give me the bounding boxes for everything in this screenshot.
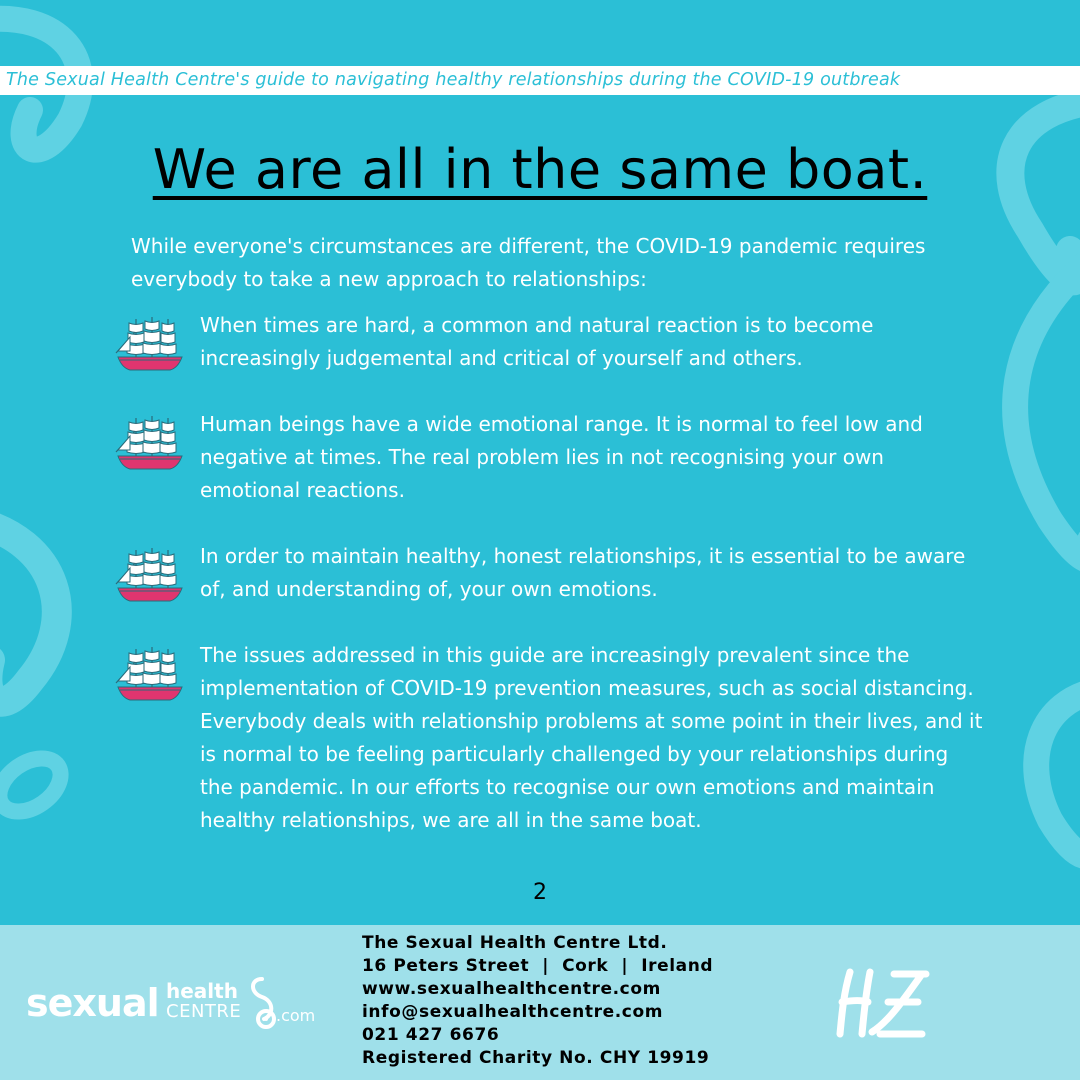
sailing-ship-icon (112, 643, 188, 703)
page-title: We are all in the same boat. (152, 138, 928, 201)
sailing-ship-icon (112, 313, 188, 373)
sailing-ship-icon (112, 544, 188, 604)
intro-paragraph: While everyone's circumstances are different, the COVID-19 pandemic requires everybody to take a new approach to relationships: (131, 234, 926, 291)
logo-word-health: health (166, 979, 238, 1003)
logo-word-com: .com (276, 1006, 316, 1025)
hse-logo-icon (832, 962, 932, 1042)
guide-banner: The Sexual Health Centre's guide to navigating healthy relationships during the COVID-19 outbreak (0, 66, 1080, 95)
logo-word-sexual: sexual (26, 981, 159, 1025)
sexual-health-centre-logo (26, 975, 326, 1035)
bullet-text: Human beings have a wide emotional range. It is normal to feel low and negative at times. The real problem lies in not recognising your own emotional reactions. (200, 412, 923, 502)
website-link[interactable]: www.sexualhealthcentre.com (362, 979, 661, 999)
charity-number: Registered Charity No. CHY 19919 (362, 1048, 710, 1068)
organisation-name: The Sexual Health Centre Ltd. (362, 933, 668, 953)
logo-word-centre: CENTRE (166, 1001, 242, 1022)
contact-details (362, 932, 713, 1070)
bullet-text: When times are hard, a common and natural reaction is to become increasingly judgemental and critical of yourself and others. (200, 313, 874, 370)
address: 16 Peters Street | Cork | Ireland (362, 956, 714, 976)
sailing-ship-icon (112, 412, 188, 472)
page-number: 2 (533, 880, 547, 905)
bullet-text: The issues addressed in this guide are increasingly prevalent since the implementation of COVID-19 prevention measures, such as social distancing. Everybody deals with relationship problems at some point in their lives, and it is normal to be feeling particularly challenged by your relationships during the pandemic. In our efforts to recognise our own emotions and maintain healthy relationships, we are all in the same boat. (200, 643, 983, 832)
phone-number: 021 427 6676 (362, 1025, 500, 1045)
bullet-text: In order to maintain healthy, honest relationships, it is essential to be aware of, and understanding of, your own emotions. (200, 544, 966, 601)
email-link[interactable]: info@sexualhealthcentre.com (362, 1002, 664, 1022)
